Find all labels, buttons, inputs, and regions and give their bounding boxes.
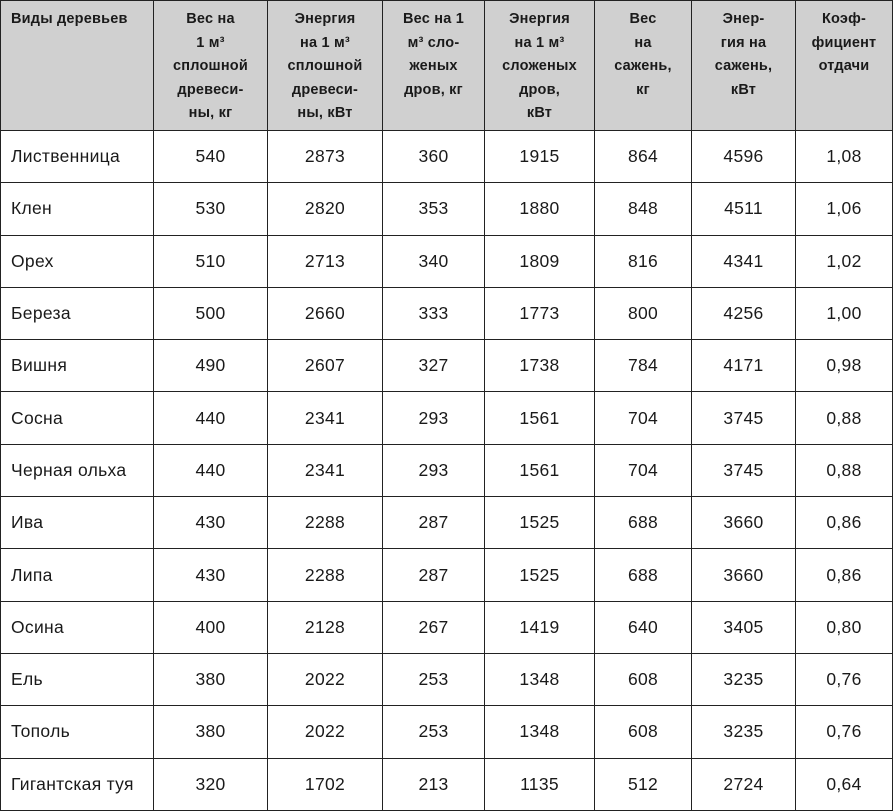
header-row	[1, 1, 893, 131]
table-row	[1, 131, 893, 183]
cell-energy-stacked: 1525	[485, 549, 595, 601]
cell-efficiency: 0,64	[796, 758, 893, 810]
table-row	[1, 706, 893, 758]
header-energy-solid: Энергия на 1 м³ сплошной древеси- ны, кВт	[268, 1, 383, 131]
cell-efficiency: 0,80	[796, 601, 893, 653]
cell-weight-fathom: 800	[595, 287, 692, 339]
header-weight-stacked: Вес на 1 м³ сло- женых дров, кг	[383, 1, 485, 131]
cell-energy-fathom: 3745	[692, 444, 796, 496]
cell-tree-name: Вишня	[1, 340, 154, 392]
cell-energy-fathom: 3745	[692, 392, 796, 444]
cell-efficiency: 1,08	[796, 131, 893, 183]
cell-energy-stacked: 1738	[485, 340, 595, 392]
cell-weight-solid: 490	[154, 340, 268, 392]
cell-weight-fathom: 608	[595, 706, 692, 758]
cell-weight-solid: 320	[154, 758, 268, 810]
header-efficiency: Коэф- фициент отдачи	[796, 1, 893, 131]
cell-energy-fathom: 4341	[692, 235, 796, 287]
cell-energy-stacked: 1561	[485, 444, 595, 496]
cell-energy-solid: 2607	[268, 340, 383, 392]
cell-weight-stacked: 340	[383, 235, 485, 287]
table-row	[1, 392, 893, 444]
cell-energy-stacked: 1348	[485, 653, 595, 705]
cell-weight-stacked: 287	[383, 549, 485, 601]
cell-energy-stacked: 1915	[485, 131, 595, 183]
cell-efficiency: 0,76	[796, 653, 893, 705]
cell-tree-name: Липа	[1, 549, 154, 601]
cell-weight-solid: 540	[154, 131, 268, 183]
cell-weight-fathom: 608	[595, 653, 692, 705]
cell-weight-stacked: 293	[383, 392, 485, 444]
cell-energy-solid: 2288	[268, 549, 383, 601]
table-row	[1, 287, 893, 339]
cell-tree-name: Береза	[1, 287, 154, 339]
cell-weight-stacked: 360	[383, 131, 485, 183]
table-row	[1, 235, 893, 287]
cell-energy-stacked: 1880	[485, 183, 595, 235]
cell-weight-fathom: 512	[595, 758, 692, 810]
cell-energy-fathom: 4171	[692, 340, 796, 392]
header-weight-solid: Вес на 1 м³ сплошной древеси- ны, кг	[154, 1, 268, 131]
header-energy-fathom: Энер- гия на сажень, кВт	[692, 1, 796, 131]
cell-efficiency: 0,86	[796, 497, 893, 549]
cell-weight-stacked: 353	[383, 183, 485, 235]
cell-energy-stacked: 1348	[485, 706, 595, 758]
cell-weight-solid: 510	[154, 235, 268, 287]
cell-energy-fathom: 3405	[692, 601, 796, 653]
cell-weight-solid: 380	[154, 653, 268, 705]
cell-efficiency: 1,06	[796, 183, 893, 235]
cell-energy-solid: 2022	[268, 706, 383, 758]
cell-energy-stacked: 1525	[485, 497, 595, 549]
cell-energy-stacked: 1419	[485, 601, 595, 653]
cell-energy-solid: 2022	[268, 653, 383, 705]
cell-tree-name: Лиственница	[1, 131, 154, 183]
cell-weight-fathom: 704	[595, 444, 692, 496]
cell-weight-solid: 500	[154, 287, 268, 339]
cell-weight-fathom: 848	[595, 183, 692, 235]
table-row	[1, 444, 893, 496]
header-tree-species: Виды деревьев	[1, 1, 154, 131]
cell-tree-name: Клен	[1, 183, 154, 235]
cell-energy-fathom: 3235	[692, 706, 796, 758]
cell-tree-name: Ива	[1, 497, 154, 549]
cell-efficiency: 0,98	[796, 340, 893, 392]
cell-tree-name: Ель	[1, 653, 154, 705]
cell-weight-stacked: 287	[383, 497, 485, 549]
cell-energy-solid: 2660	[268, 287, 383, 339]
cell-weight-stacked: 327	[383, 340, 485, 392]
cell-weight-fathom: 816	[595, 235, 692, 287]
table-row	[1, 758, 893, 810]
cell-weight-stacked: 253	[383, 653, 485, 705]
cell-efficiency: 1,00	[796, 287, 893, 339]
cell-weight-fathom: 640	[595, 601, 692, 653]
cell-weight-stacked: 213	[383, 758, 485, 810]
cell-energy-fathom: 3660	[692, 549, 796, 601]
cell-tree-name: Орех	[1, 235, 154, 287]
cell-energy-fathom: 2724	[692, 758, 796, 810]
cell-energy-solid: 2341	[268, 392, 383, 444]
cell-tree-name: Тополь	[1, 706, 154, 758]
cell-weight-fathom: 864	[595, 131, 692, 183]
table-body	[1, 131, 893, 811]
cell-energy-solid: 2288	[268, 497, 383, 549]
cell-energy-stacked: 1773	[485, 287, 595, 339]
cell-energy-fathom: 4511	[692, 183, 796, 235]
cell-energy-solid: 1702	[268, 758, 383, 810]
cell-energy-solid: 2820	[268, 183, 383, 235]
table-row	[1, 340, 893, 392]
cell-energy-solid: 2713	[268, 235, 383, 287]
cell-weight-fathom: 704	[595, 392, 692, 444]
cell-energy-fathom: 4256	[692, 287, 796, 339]
cell-tree-name: Осина	[1, 601, 154, 653]
cell-energy-stacked: 1809	[485, 235, 595, 287]
cell-weight-solid: 530	[154, 183, 268, 235]
cell-weight-solid: 400	[154, 601, 268, 653]
cell-weight-solid: 440	[154, 392, 268, 444]
table-row	[1, 497, 893, 549]
header-weight-fathom: Вес на сажень, кг	[595, 1, 692, 131]
cell-weight-stacked: 333	[383, 287, 485, 339]
cell-energy-fathom: 3235	[692, 653, 796, 705]
cell-weight-fathom: 688	[595, 549, 692, 601]
header-energy-stacked: Энергия на 1 м³ сложеных дров, кВт	[485, 1, 595, 131]
cell-tree-name: Черная ольха	[1, 444, 154, 496]
cell-efficiency: 0,88	[796, 444, 893, 496]
cell-weight-fathom: 784	[595, 340, 692, 392]
cell-energy-stacked: 1561	[485, 392, 595, 444]
table-row	[1, 549, 893, 601]
cell-weight-stacked: 293	[383, 444, 485, 496]
cell-weight-solid: 380	[154, 706, 268, 758]
cell-energy-solid: 2341	[268, 444, 383, 496]
table-row	[1, 183, 893, 235]
cell-tree-name: Сосна	[1, 392, 154, 444]
table-row	[1, 653, 893, 705]
cell-energy-fathom: 3660	[692, 497, 796, 549]
cell-efficiency: 0,88	[796, 392, 893, 444]
cell-weight-solid: 430	[154, 497, 268, 549]
cell-energy-fathom: 4596	[692, 131, 796, 183]
cell-efficiency: 1,02	[796, 235, 893, 287]
cell-tree-name: Гигантская туя	[1, 758, 154, 810]
cell-efficiency: 0,86	[796, 549, 893, 601]
cell-efficiency: 0,76	[796, 706, 893, 758]
cell-weight-fathom: 688	[595, 497, 692, 549]
cell-weight-solid: 430	[154, 549, 268, 601]
cell-weight-stacked: 267	[383, 601, 485, 653]
cell-weight-solid: 440	[154, 444, 268, 496]
cell-energy-solid: 2873	[268, 131, 383, 183]
table-row	[1, 601, 893, 653]
cell-energy-stacked: 1135	[485, 758, 595, 810]
cell-energy-solid: 2128	[268, 601, 383, 653]
cell-weight-stacked: 253	[383, 706, 485, 758]
